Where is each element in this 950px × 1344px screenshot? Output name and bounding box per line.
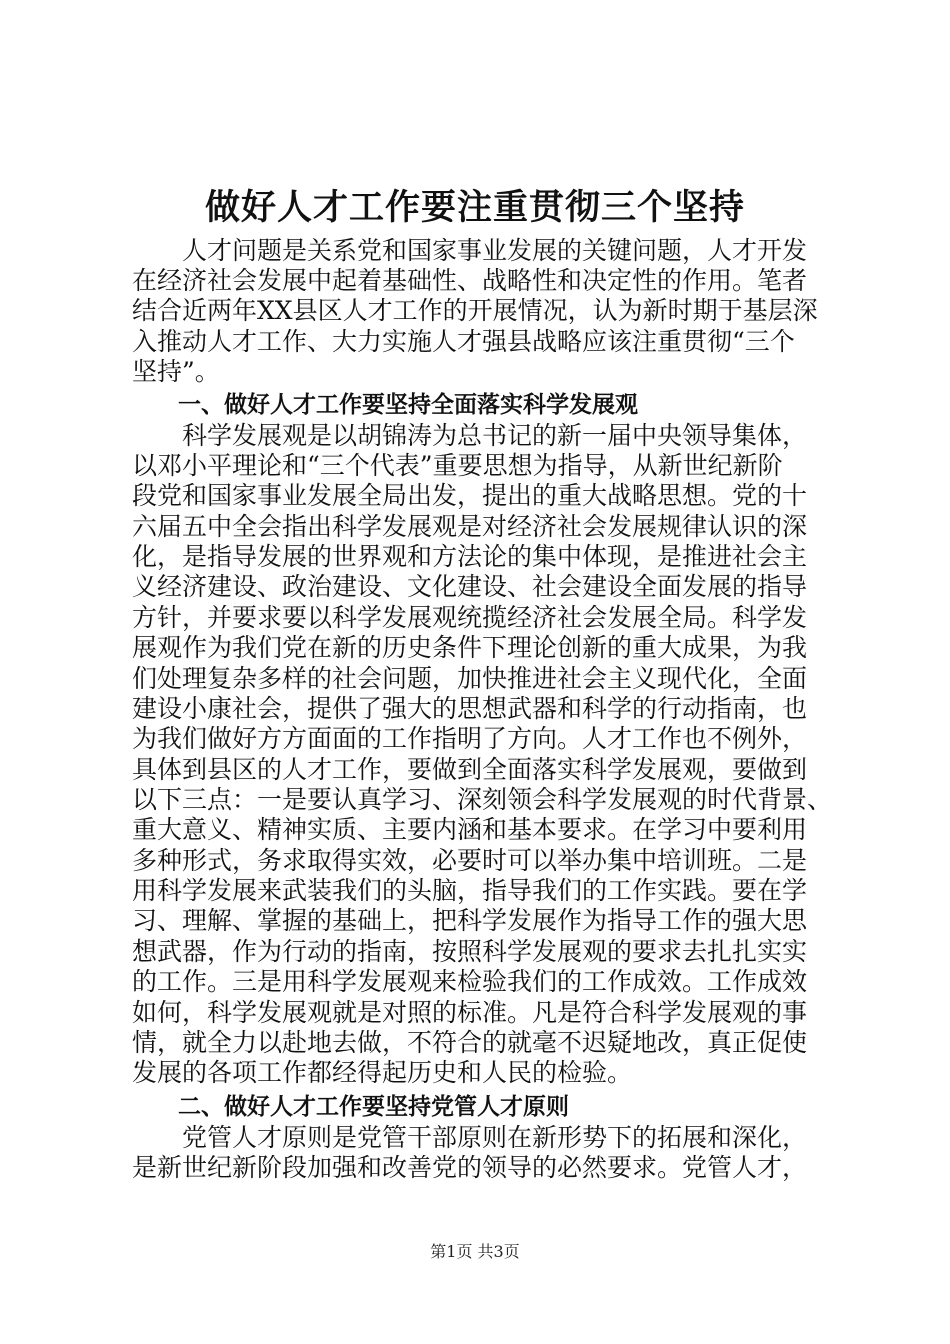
body-line: 是新世纪新阶段加强和改善党的领导的必然要求。党管人才， — [132, 1153, 808, 1182]
body-line: 重大意义、精神实质、主要内涵和基本要求。在学习中要利用 — [132, 815, 808, 844]
body-line: 六届五中全会指出科学发展观是对经济社会发展规律认识的深 — [132, 512, 808, 541]
body-line: 习、理解、掌握的基础上，把科学发展作为指导工作的强大思 — [132, 906, 808, 935]
body-line: 以邓小平理论和“三个代表”重要思想为指导，从新世纪新阶 — [132, 451, 783, 480]
section-heading-2: 二、做好人才工作要坚持党管人才原则 — [132, 1094, 569, 1120]
section-heading-1: 一、做好人才工作要坚持全面落实科学发展观 — [132, 392, 638, 418]
body-line: 建设小康社会，提供了强大的思想武器和科学的行动指南，也 — [132, 694, 808, 723]
body-line: 以下三点：一是要认真学习、深刻领会科学发展观的时代背景、 — [132, 785, 832, 814]
body-line: 发展的各项工作都经得起历史和人民的检验。 — [132, 1058, 633, 1087]
body-line: 方针，并要求要以科学发展观统揽经济社会发展全局。科学发 — [132, 603, 808, 632]
body-line: 想武器，作为行动的指南，按照科学发展观的要求去扎扎实实 — [132, 937, 808, 966]
body-line: 坚持”。 — [132, 357, 220, 386]
body-line: 的工作。三是用科学发展观来检验我们的工作成效。工作成效 — [132, 967, 808, 996]
body-line: 在经济社会发展中起着基础性、战略性和决定性的作用。笔者 — [132, 266, 808, 295]
body-line: 用科学发展来武装我们的头脑，指导我们的工作实践。要在学 — [132, 876, 808, 905]
body-line: 人才问题是关系党和国家事业发展的关键问题，人才开发 — [132, 236, 808, 265]
body-line: 段党和国家事业发展全局出发，提出的重大战略思想。党的十 — [132, 481, 808, 510]
body-line: 入推动人才工作、大力实施人才强县战略应该注重贯彻“三个 — [132, 327, 795, 356]
page-footer: 第1页 共3页 — [430, 1242, 520, 1261]
body-line: 化，是指导发展的世界观和方法论的集中体现，是推进社会主 — [132, 542, 808, 571]
body-line: 结合近两年XX县区人才工作的开展情况，认为新时期于基层深 — [132, 296, 818, 325]
body-line: 多种形式，务求取得实效，必要时可以举办集中培训班。二是 — [132, 846, 808, 875]
body-line: 如何，科学发展观就是对照的标准。凡是符合科学发展观的事 — [132, 998, 808, 1027]
body-line: 党管人才原则是党管干部原则在新形势下的拓展和深化， — [132, 1123, 808, 1152]
body-line: 情，就全力以赴地去做，不符合的就毫不迟疑地改，真正促使 — [132, 1028, 808, 1057]
body-line: 义经济建设、政治建设、文化建设、社会建设全面发展的指导 — [132, 572, 808, 601]
body-line: 展观作为我们党在新的历史条件下理论创新的重大成果，为我 — [132, 633, 808, 662]
body-line: 科学发展观是以胡锦涛为总书记的新一届中央领导集体， — [132, 421, 808, 450]
body-line: 为我们做好方方面面的工作指明了方向。人才工作也不例外， — [132, 724, 808, 753]
body-line: 们处理复杂多样的社会问题，加快推进社会主义现代化，全面 — [132, 664, 808, 693]
body-line: 具体到县区的人才工作，要做到全面落实科学发展观，要做到 — [132, 755, 808, 784]
document-title: 做好人才工作要注重贯彻三个坚持 — [204, 187, 745, 228]
